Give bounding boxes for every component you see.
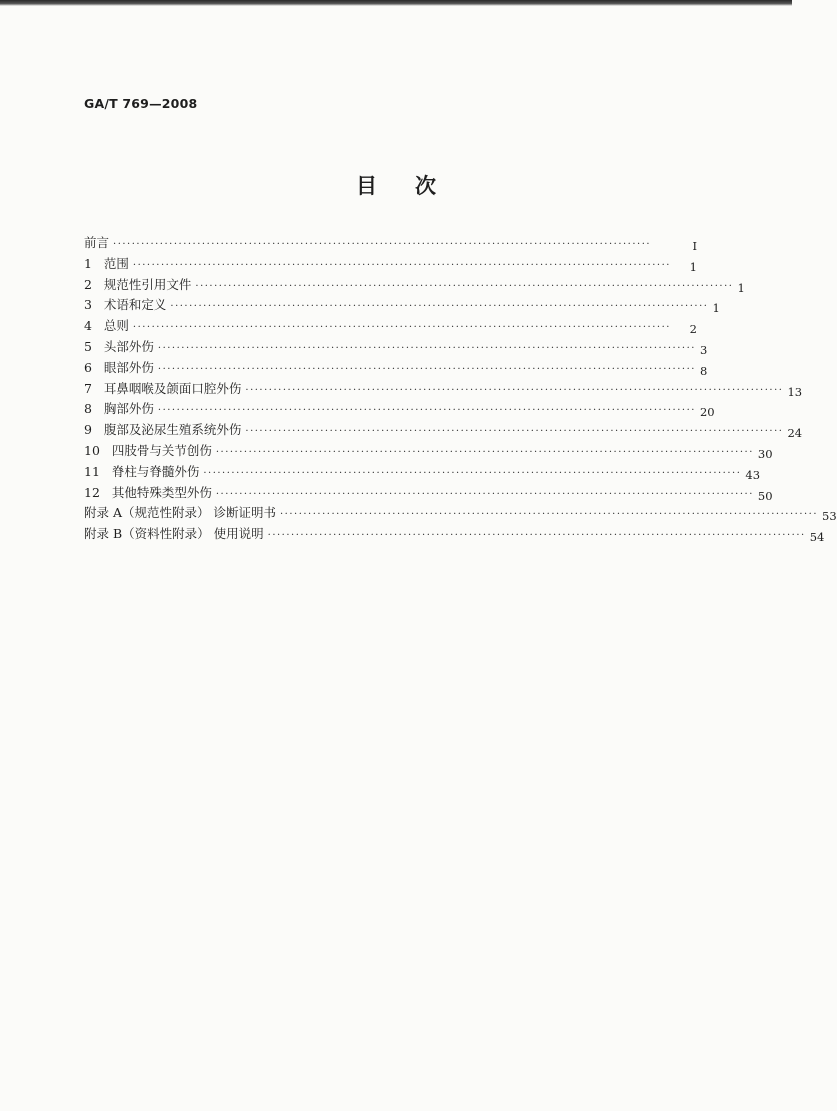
toc-entry-5[interactable] xyxy=(84,337,708,358)
toc-entry-number: 5 xyxy=(84,338,92,354)
toc-leader: ··················································································································· xyxy=(203,467,742,479)
toc-entry-title: 术语和定义 xyxy=(103,297,167,313)
toc-entry-title: 四肢骨与关节创伤 xyxy=(111,442,212,458)
toc-entry-page: 53 xyxy=(822,509,837,524)
toc-entry-number: 4 xyxy=(84,318,92,334)
toc-entry-number: 2 xyxy=(84,276,92,292)
toc-entry-number: 11 xyxy=(84,463,100,479)
toc-entry-page: 1 xyxy=(689,259,697,274)
toc-entry-3[interactable] xyxy=(84,295,720,316)
toc-entry-title: 耳鼻咽喉及颌面口腔外伤 xyxy=(103,380,242,396)
toc-leader: ··················································································································· xyxy=(113,239,652,250)
toc-leader: ··················································································································· xyxy=(170,301,709,313)
toc-entry-number: 8 xyxy=(84,401,92,417)
toc-entry-page: 24 xyxy=(787,426,803,441)
toc-entry-page: 20 xyxy=(699,405,715,420)
toc-entry-number: 3 xyxy=(84,297,92,313)
toc-entry-title: 规范性引用文件 xyxy=(103,276,192,292)
toc-entry-1[interactable] xyxy=(84,254,697,275)
toc-leader: ··················································································································· xyxy=(245,384,784,396)
toc-entry-title: 眼部外伤 xyxy=(103,359,154,375)
toc-entry-8[interactable] xyxy=(84,399,715,420)
toc-entry-page: 1 xyxy=(737,280,745,295)
toc-entry-number: 9 xyxy=(84,422,92,438)
toc-leader: ··················································································································· xyxy=(195,280,734,292)
toc-leader: ··················································································································· xyxy=(132,322,671,334)
toc-entry-title: 附录 A（规范性附录） 诊断证明书 xyxy=(84,505,276,521)
toc-entry-title: 前言 xyxy=(84,235,110,250)
toc-entry-title: 胸部外伤 xyxy=(103,401,154,417)
toc-entry-page: 13 xyxy=(787,384,803,399)
toc-entry-4[interactable] xyxy=(84,316,697,337)
toc-entry-page: 43 xyxy=(745,467,761,482)
toc-entry-appendix-b[interactable] xyxy=(84,524,825,545)
toc-entry-appendix-a[interactable] xyxy=(84,503,837,524)
toc-leader: ··················································································································· xyxy=(157,342,696,354)
toc-entry-page: 54 xyxy=(809,530,825,545)
toc-entry-page: 3 xyxy=(699,342,708,357)
toc-entry-number: 10 xyxy=(84,442,100,458)
scan-edge xyxy=(0,0,792,6)
toc-entry-page: 1 xyxy=(712,301,720,316)
toc-entry-number: 12 xyxy=(84,484,100,500)
toc-leader: ··················································································································· xyxy=(157,363,696,375)
toc-entry-title: 范围 xyxy=(103,255,129,271)
toc-leader: ··················································································································· xyxy=(215,446,754,458)
toc-entry-12[interactable] xyxy=(84,483,773,504)
toc-entry-page: 2 xyxy=(689,322,697,337)
toc-entry-page: 8 xyxy=(699,363,708,378)
toc-entry-number: 1 xyxy=(84,255,92,271)
toc-entry-foreword[interactable] xyxy=(84,233,697,254)
toc-entry-page: 50 xyxy=(757,488,773,503)
toc-leader: ··················································································································· xyxy=(279,509,819,521)
toc-entry-title: 附录 B（资料性附录） 使用说明 xyxy=(84,526,264,542)
toc-entry-number: 6 xyxy=(84,359,92,375)
toc-list xyxy=(84,233,837,545)
toc-entry-10[interactable] xyxy=(84,441,773,462)
toc-entry-title: 腹部及泌尿生殖系统外伤 xyxy=(103,422,242,438)
toc-entry-2[interactable] xyxy=(84,275,745,296)
toc-entry-9[interactable] xyxy=(84,420,803,441)
toc-entry-title: 总则 xyxy=(103,318,129,334)
toc-entry-11[interactable] xyxy=(84,462,761,483)
toc-entry-7[interactable] xyxy=(84,379,803,400)
toc-leader: ··················································································································· xyxy=(215,488,754,500)
toc-leader: ··················································································································· xyxy=(132,259,671,271)
toc-title: 目次 xyxy=(356,174,474,198)
toc-entry-6[interactable] xyxy=(84,358,708,379)
toc-leader: ··················································································································· xyxy=(267,530,806,542)
toc-leader: ··················································································································· xyxy=(157,405,696,417)
toc-entry-number: 7 xyxy=(84,380,92,396)
toc-leader: ··················································································································· xyxy=(245,426,784,438)
toc-entry-page: 30 xyxy=(757,446,773,461)
document-code: GA/T 769—2008 xyxy=(84,96,198,111)
toc-entry-title: 脊柱与脊髓外伤 xyxy=(111,463,200,479)
toc-entry-title: 头部外伤 xyxy=(103,338,154,354)
toc-entry-title: 其他特殊类型外伤 xyxy=(111,484,212,500)
toc-entry-page: I xyxy=(692,239,697,253)
